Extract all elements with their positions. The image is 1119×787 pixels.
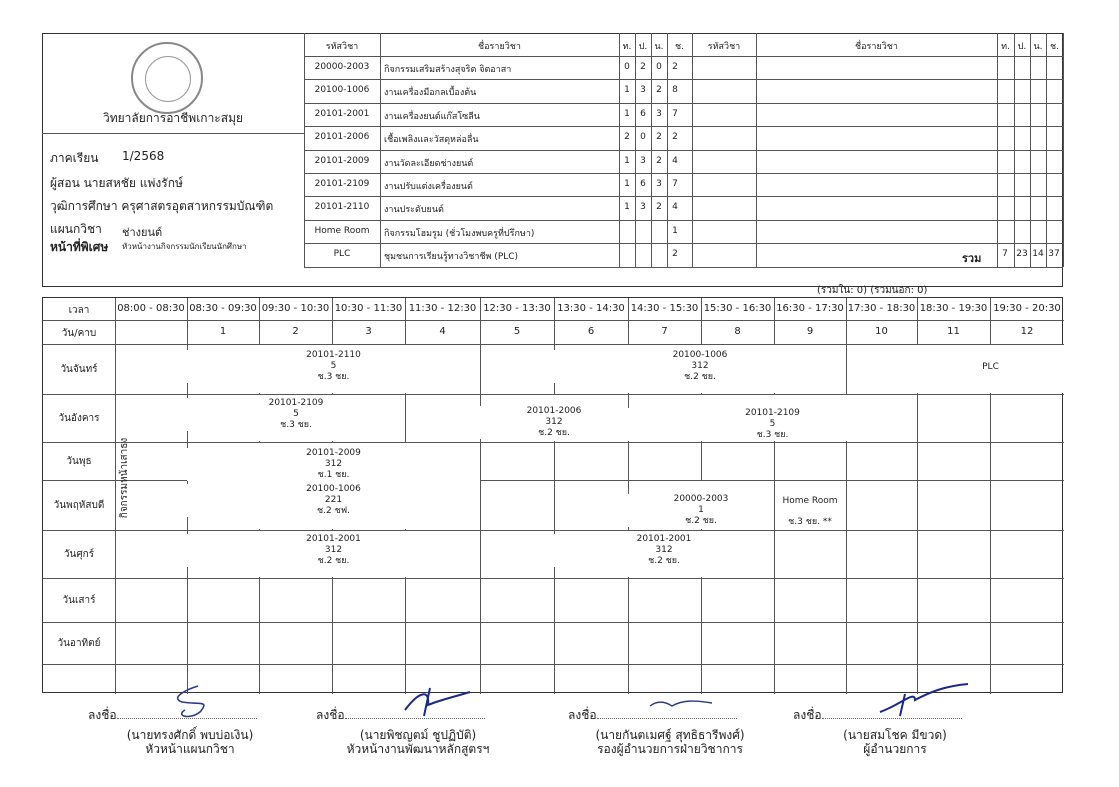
grid-line [304,243,692,244]
course-hours-p: 3 [640,202,646,213]
course-hours-p: 2 [640,62,646,72]
semester-label: ภาคเรียน [50,151,99,165]
slot-line: 20100-1006 [672,350,728,360]
period-number: 9 [806,326,814,337]
signature-line [785,708,1005,722]
course-header-cell: ชื่อรายวิชา [855,42,898,52]
semester-value: 1/2568 [122,149,165,163]
course-hours-ch: 4 [672,202,678,213]
course-hours-ch: 7 [672,108,678,119]
slot-line: ช.2 ชฟ. [317,506,350,516]
signature-block [308,708,528,756]
period-number: 12 [1020,326,1034,337]
grid-line [692,79,1063,80]
flag-activity-cell [116,345,186,577]
signatory-title: รองผู้อำนวยการฝ่ายวิชาการ [597,742,743,756]
course-hours-n: 0 [656,62,662,72]
course-name: งานเครื่องมือกลเบื้องต้น [384,88,477,99]
grid-line [304,173,692,174]
grid-line [304,220,692,221]
signatory-name: (นายทรงศักดิ์ พบบ่อเงิน) [126,728,254,742]
course-header-cell: ท. [622,42,632,52]
course-code: 20101-2110 [314,202,370,213]
slot-line: 5 [293,409,299,419]
signature-block [80,708,300,756]
period-number: 2 [292,326,299,337]
day-label: วันจันทร์ [60,364,98,375]
special-label: หน้าที่พิเศษ [50,240,109,254]
slot-line: 312 [324,545,343,555]
time-slot: 14:30 - 15:30 [630,303,699,314]
grid-line [692,243,1063,244]
course-hours-p: 3 [640,155,646,166]
signature-line [308,708,528,722]
signature-line [560,708,780,722]
course-header-cell: รหัสวิชา [325,42,359,52]
slot-line: 312 [324,459,343,469]
course-header-cell: ช. [675,42,684,52]
course-hours-n: 2 [656,85,662,96]
schedule-sheet [42,33,1063,693]
course-hours-n: 2 [656,202,662,213]
slot-line: 20101-2001 [636,534,692,544]
course-hours-n: 3 [656,108,662,119]
time-slot: 16:30 - 17:30 [776,303,844,314]
course-hours-n: 2 [656,132,662,143]
course-header-cell: ท. [1001,42,1010,52]
slot-line: 20101-2109 [268,398,324,408]
time-slot: 13:30 - 14:30 [557,303,625,314]
time-slot: 17:30 - 18:30 [847,303,916,314]
signatory-title: หัวหน้างานพัฒนาหลักสูตรฯ [346,742,490,756]
grid-line [692,267,1063,268]
grid-line [304,126,692,127]
totals-ch: 37 [1048,249,1060,260]
dept-value: ช่างยนต์ [122,226,163,239]
course-hours-ch: 2 [672,62,678,72]
course-hours-n: 2 [656,155,662,166]
slot-fri-a [187,534,480,567]
time-slot: 08:30 - 09:30 [189,303,257,314]
course-header-cell: น. [1033,42,1043,52]
slot-line: 20101-2001 [306,534,361,544]
signature-block [785,708,1005,756]
flag-activity-label: กิจกรรมหน้าเสาธง [119,437,130,519]
signature-label: ลงชื่อ [568,708,597,722]
signature-block [560,708,780,756]
course-hours-ch: 2 [672,132,678,143]
period-number: 8 [734,326,741,337]
time-slot: 15:30 - 16:30 [703,303,772,314]
course-code: 20000-2003 [314,62,370,72]
period-label: วัน/คาบ [61,328,97,339]
slot-line: 312 [691,361,709,371]
course-name: งานปรับแต่งเครื่องยนต์ [384,182,473,192]
totals-n: 14 [1032,249,1044,260]
time-slot: 10:30 - 11:30 [334,303,403,314]
course-header-cell: ชื่อรายวิชา [478,42,521,52]
course-code: 20101-2006 [314,132,370,143]
slot-wed-a [187,448,480,481]
signatory-name: (นายสมโชค มีขวด) [843,728,947,742]
course-hours-t: 2 [624,132,630,143]
slot-line: ช.2 ชย. [648,556,680,566]
signatory-title: หัวหน้าแผนกวิชา [145,742,235,756]
course-table-left [304,33,692,267]
hours-note: (รวมใน: 0) (รวมนอก: 0) [817,285,928,296]
totals-p: 23 [1016,249,1028,260]
course-name: งานประดับยนต์ [384,205,444,216]
slot-fri-b [554,534,774,567]
slot-line: 20101-2009 [306,448,361,458]
slot-line: 20100-1006 [306,484,361,494]
grid-line [692,56,1063,57]
grid-line [43,664,1064,665]
time-label: เวลา [68,305,90,316]
period-number: 5 [513,326,521,337]
grid-line [692,220,1063,221]
slot-line: ช.3 ชย. [756,430,789,440]
slot-line: Home Room [782,496,838,506]
slot-line: ช.2 ชย. [685,516,717,526]
college-name: วิทยาลัยการอาชีพเกาะสมุย [102,111,244,125]
timetable [42,297,1063,693]
course-hours-ch: 8 [672,85,678,96]
course-hours-t: 1 [624,179,630,189]
course-hours-p: 3 [640,85,646,96]
course-hours-p: 6 [640,179,646,189]
course-name: ชุมชนการเรียนรู้ทางวิชาชีพ (PLC) [384,252,519,263]
course-hours-n: 3 [656,179,662,189]
period-number: 4 [439,326,446,337]
slot-line: 312 [545,417,563,427]
signature-dots [117,718,257,719]
time-slot: 18:30 - 19:30 [919,303,988,314]
course-code: 20100-1006 [314,85,370,96]
course-hours-t: 1 [624,108,630,119]
course-hours-t: 1 [624,202,630,213]
course-table-right [692,33,1063,267]
period-number: 6 [587,326,595,337]
course-hours-ch: 7 [672,179,678,189]
course-code: 20101-2001 [314,108,370,119]
time-slot: 19:30 - 20:30 [993,303,1061,314]
day-label: วันอังคาร [58,413,100,424]
course-hours-t: 1 [624,85,630,96]
signature-line [80,708,300,722]
grid-line [43,578,1064,579]
slot-line: 5 [330,361,337,371]
totals-label: รวม [962,252,982,266]
time-slot: 11:30 - 12:30 [408,303,477,314]
slot-line: ช.1 ชย. [317,470,350,480]
grid-line [304,56,692,57]
signature-dots [597,718,737,719]
signatory-title: ผู้อำนวยการ [863,742,927,756]
signatory-name: (นายพิชญตม์ ชูปฏิบัติ) [359,728,477,742]
course-hours-p: 0 [640,132,646,143]
slot-line: ช.2 ชย. [684,372,716,382]
slot-mon-b [554,350,846,383]
teacher-name: ผู้สอน นายสหชัย แพ่งรักษ์ [50,176,183,190]
course-code: 20101-2109 [314,179,370,189]
course-hours-t: 0 [624,62,630,72]
slot-thu-b [628,494,774,527]
slot-line: 20000-2003 [673,494,729,504]
dept-label: แผนกวิชา [50,222,102,236]
period-number: 10 [875,326,888,337]
day-label: วันเสาร์ [62,595,96,606]
slot-line: 20101-2006 [526,406,582,416]
grid-line [692,103,1063,104]
totals-t: 7 [1002,249,1008,260]
grid-line [692,196,1063,197]
grid-line [304,79,692,80]
signature-label: ลงชื่อ [793,708,822,722]
course-hours-ch: 2 [672,249,678,260]
grid-line [304,150,692,151]
course-name: เชื้อเพลิงและวัสดุหล่อลื่น [384,135,479,146]
period-number: 1 [219,326,227,337]
period-number: 7 [661,326,668,337]
grid-line [43,320,1064,321]
slot-line: 5 [769,419,776,429]
day-label: วันศุกร์ [63,549,95,560]
grid-line [692,173,1063,174]
course-header-cell: ป. [1017,42,1027,52]
slot-line: ช.2 ชย. [538,428,570,438]
slot-line: ช.2 ชย. [317,556,350,566]
signature-label: ลงชื่อ [316,708,345,722]
course-header-cell: รหัสวิชา [707,42,741,52]
slot-thu-a [187,484,480,517]
slot-thu-homeroom [774,496,846,528]
course-header-cell: ช. [1050,42,1059,52]
time-slot: 12:30 - 13:30 [483,303,551,314]
time-slot: 08:00 - 08:30 [117,303,185,314]
course-header-cell: ป. [638,42,648,52]
slot-line: 221 [324,495,343,505]
grid-line [1063,33,1064,267]
day-label: วันพฤหัสบดี [53,500,105,511]
course-header-cell: น. [654,42,664,52]
slot-line: ช.3 ชย. [280,420,312,430]
slot-tue-a [187,398,405,431]
grid-line [692,150,1063,151]
course-name: งานเครื่องยนต์แก๊สโซลีน [384,111,480,122]
slot-tue-c [628,408,917,441]
time-slot: 09:30 - 10:30 [261,303,330,314]
day-label: วันอาทิตย์ [57,638,101,649]
course-hours-ch: 4 [672,155,678,166]
signature-label: ลงชื่อ [88,708,117,722]
course-hours-p: 6 [640,108,646,119]
signature-dots [345,718,485,719]
slot-tue-b [480,406,628,439]
slot-mon-a [187,350,480,383]
slot-line: 20101-2109 [745,408,800,418]
course-hours-t: 1 [624,155,630,166]
course-name: งานวัดละเอียดช่างยนต์ [384,158,474,169]
grid-line [304,196,692,197]
special-value: หัวหน้างานกิจกรรมนักเรียนนักศึกษา [122,242,247,251]
course-code: Home Room [314,225,370,236]
slot-line: 1 [698,505,704,515]
course-name: กิจกรรมเสริมสร้างสุจริต จิตอาสา [384,65,512,75]
slot-line: ช.3 ชย. ** [788,517,832,527]
slot-line: 312 [655,545,673,555]
course-code: PLC [333,249,351,260]
signatory-name: (นายกันตเมศฐ์ สุทธิธารีพงศ์) [595,728,745,742]
course-hours-ch: 1 [672,225,678,236]
education: วุฒิการศึกษา ครุศาสตรอุตสาหกรรมบัณฑิต [50,199,274,213]
day-label: วันพุธ [66,456,92,467]
grid-line [304,267,692,268]
grid-line [304,103,692,104]
slot-mon-plc: PLC [982,362,999,372]
grid-line [692,126,1063,127]
period-number: 3 [365,326,372,337]
grid-line [480,298,481,694]
grid-line [43,622,1064,623]
slot-line: ช.3 ชย. [317,372,350,382]
college-seal-icon [131,42,203,114]
slot-line: 20101-2110 [306,350,361,360]
period-number: 11 [947,326,960,337]
course-name: กิจกรรมโฮมรูม (ชั่วโมงพบครูที่ปรึกษา) [384,228,535,239]
course-code: 20101-2009 [314,155,370,166]
signature-dots [822,718,962,719]
